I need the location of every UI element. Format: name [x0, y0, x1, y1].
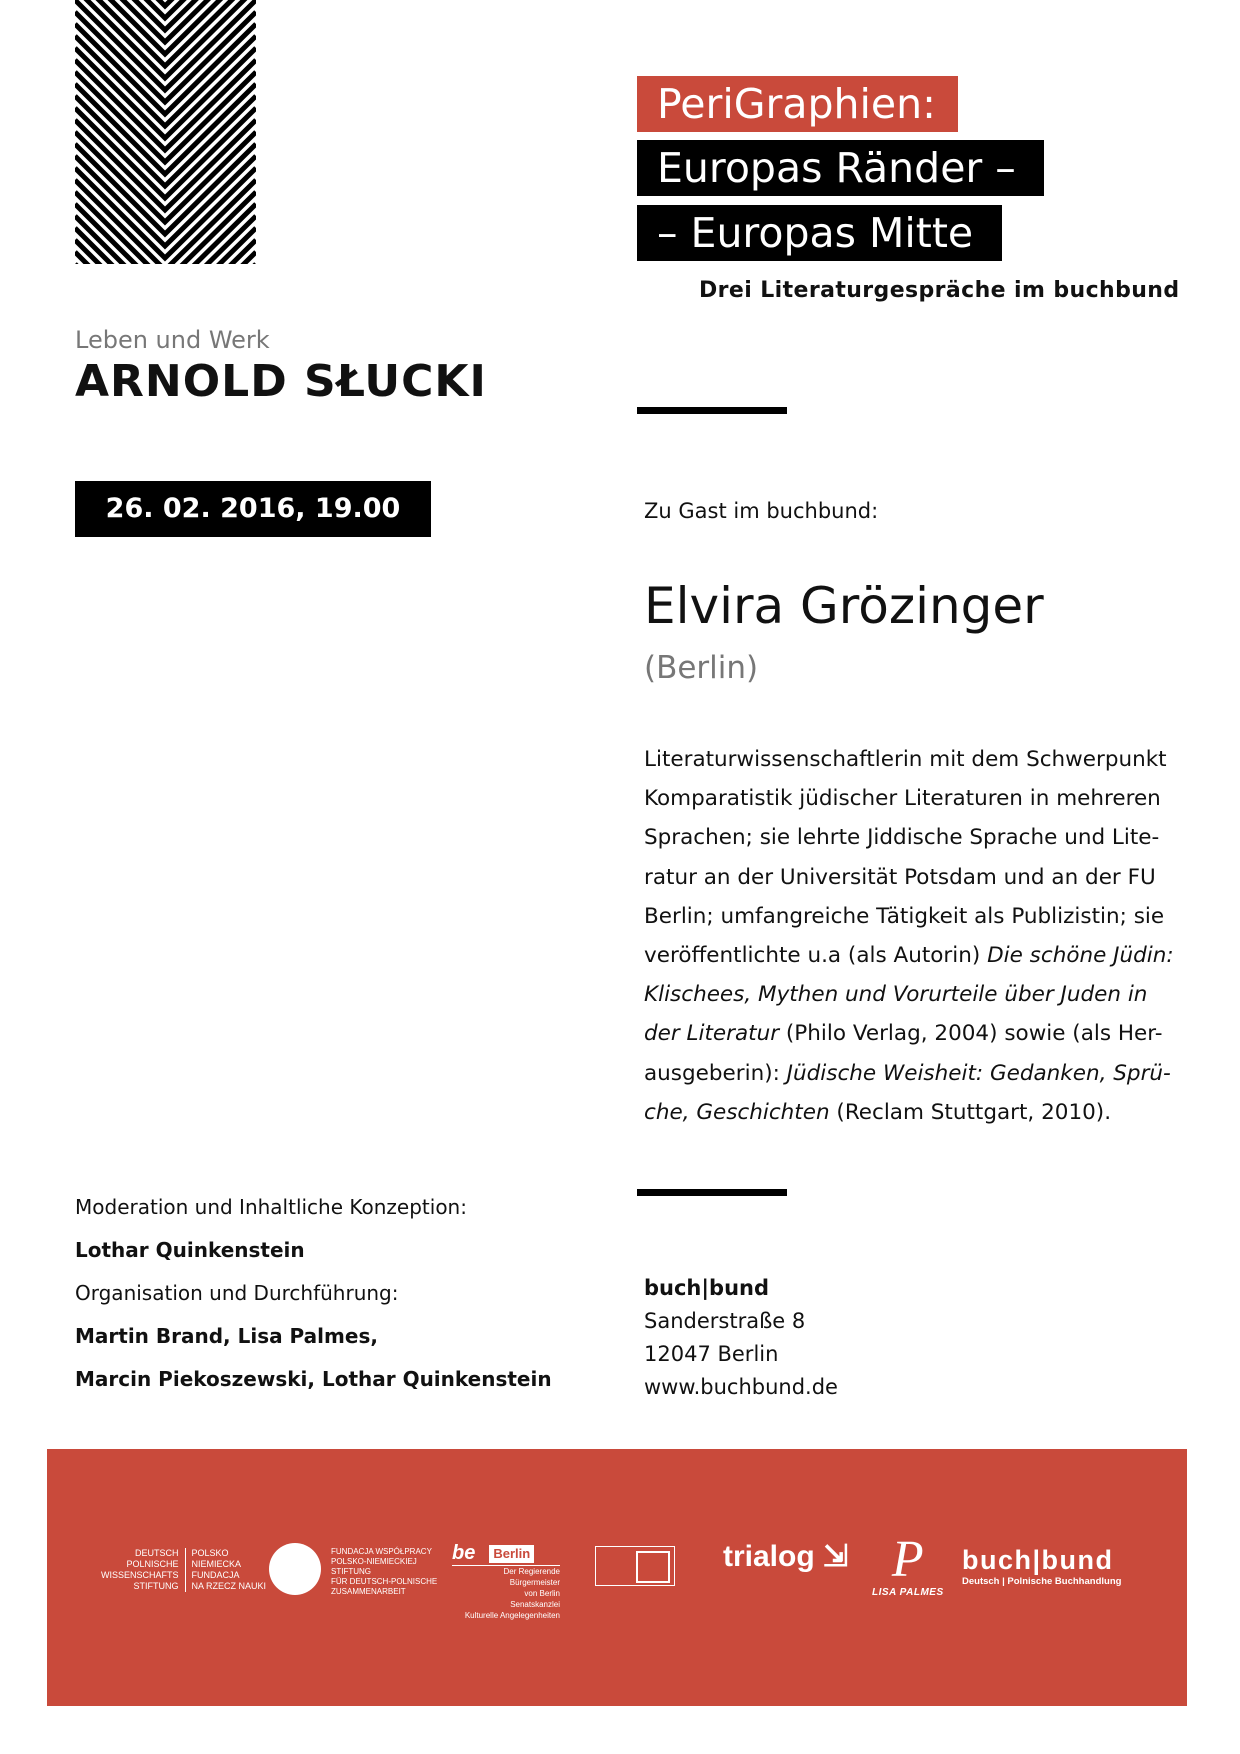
- guest-label: Zu Gast im buchbund:: [644, 499, 879, 523]
- fwpn-logo-line: POLSKO-NIEMIECKIEJ: [331, 1557, 417, 1566]
- sponsor-footer: [47, 1449, 1187, 1706]
- bio-line: Sprachen; sie lehrte Jiddische Sprache und Lite-: [644, 825, 1160, 851]
- partner-box-icon: [636, 1551, 670, 1583]
- bio-line: ratur an der Universität Potsdam und an der FU: [644, 864, 1156, 890]
- fwpn-logo-line: FÜR DEUTSCH-POLNISCHE: [331, 1577, 438, 1586]
- book-title: Die schöne Jüdin:: [987, 943, 1174, 969]
- fwpn-circle-icon: [269, 1543, 321, 1595]
- moderation-name: Lothar Quinkenstein: [75, 1238, 305, 1262]
- venue-street: Sanderstraße 8: [644, 1309, 806, 1333]
- fwpn-logo-text: [331, 1547, 437, 1597]
- bio-line: [644, 1093, 1174, 1132]
- berlin-senate-line: Senatskanzlei: [510, 1600, 560, 1609]
- moderation-label: Moderation und Inhaltliche Konzeption:: [75, 1195, 467, 1219]
- venue-name: buch|bund: [644, 1276, 770, 1300]
- berlin-senate-logo: [452, 1541, 560, 1621]
- dpws-logo-german: [101, 1548, 186, 1592]
- berlin-mark: Berlin: [489, 1545, 534, 1563]
- book-title: che, Geschichten: [644, 1099, 830, 1125]
- bio-text: veröffentlichte u.a (als Autorin): [644, 943, 988, 969]
- series-subtitle: Drei Literaturgespräche im buchbund: [699, 278, 1180, 303]
- bio-text: (Reclam Stuttgart, 2010).: [829, 1099, 1112, 1125]
- dpws-logo-line: DEUTSCH: [135, 1548, 179, 1558]
- bio-line: [644, 936, 1174, 975]
- divider-rule: [637, 1189, 787, 1196]
- bio-text: (Philo Verlag, 2004) sowie (als Her-: [779, 1021, 1163, 1047]
- fwpn-logo-line: ZUSAMMENARBEIT: [331, 1587, 406, 1596]
- fwpn-logo-line: STIFTUNG: [331, 1567, 371, 1576]
- organisation-label: Organisation und Durchführung:: [75, 1281, 399, 1305]
- bio-line: Literaturwissenschaftlerin mit dem Schwerpunkt: [644, 747, 1167, 772]
- trialog-logo: [723, 1539, 848, 1574]
- trialog-wordmark: trialog: [723, 1540, 815, 1573]
- dpws-logo-line: POLNISCHE: [126, 1559, 179, 1569]
- bio-line: [644, 975, 1174, 1014]
- topic-kicker: Leben und Werk: [75, 326, 270, 354]
- dpws-logo-line: NA RZECZ NAUKI: [191, 1581, 267, 1591]
- partner-box-logo: [595, 1546, 675, 1586]
- dpws-logo: [101, 1548, 266, 1592]
- credits: [75, 1186, 552, 1401]
- buchbund-tagline: Deutsch | Polnische Buchhandlung: [962, 1576, 1122, 1587]
- berlin-senate-line: von Berlin: [524, 1589, 560, 1598]
- dpws-logo-line: NIEMIECKA: [191, 1559, 242, 1569]
- organisation-names: Martin Brand, Lisa Palmes,: [75, 1324, 378, 1348]
- venue-address: [644, 1272, 838, 1404]
- buchbund-wordmark: buch|bund: [962, 1545, 1114, 1575]
- divider-rule: [637, 407, 787, 414]
- berlin-senate-line: Der Regierende Bürgermeister: [503, 1567, 560, 1587]
- series-title-line-2: Europas Ränder –: [637, 140, 1044, 196]
- dpws-logo-polish: [186, 1548, 267, 1592]
- bio-line: [644, 1014, 1174, 1053]
- berlin-logo-head: [452, 1541, 560, 1566]
- series-title-line-1: PeriGraphien:: [637, 76, 958, 132]
- book-title: der Literatur: [644, 1021, 780, 1047]
- bio-line: Komparatistik jüdischer Literaturen in mehreren: [644, 786, 1161, 812]
- series-title-line-3: – Europas Mitte: [637, 205, 1002, 261]
- be-mark: be: [452, 1542, 476, 1564]
- organisation-names: Marcin Piekoszewski, Lothar Quinkenstein: [75, 1367, 552, 1391]
- book-title: Jüdische Weisheit: Gedanken, Sprü-: [786, 1060, 1171, 1086]
- lisa-palmes-logo: [872, 1533, 944, 1598]
- fwpn-logo-line: FUNDACJA WSPÓŁPRACY: [331, 1547, 432, 1556]
- lisa-palmes-caption: LISA PALMES: [872, 1587, 944, 1598]
- berlin-senate-line: Kulturelle Angelegenheiten: [464, 1611, 560, 1620]
- arrows-icon: ⇲: [814, 1540, 849, 1573]
- dpws-logo-line: WISSENSCHAFTS: [101, 1570, 179, 1580]
- lisa-palmes-mark: P: [891, 1531, 924, 1588]
- event-date-badge: 26. 02. 2016, 19.00: [75, 481, 431, 537]
- buchbund-logo: [962, 1545, 1121, 1587]
- dpws-logo-line: POLSKO: [191, 1548, 229, 1558]
- venue-web-link[interactable]: www.buchbund.de: [644, 1375, 838, 1399]
- dpws-logo-line: STIFTUNG: [133, 1581, 179, 1591]
- book-title: Klischees, Mythen und Vorurteile über Juden in: [644, 982, 1148, 1008]
- bio-text: ausgeberin):: [644, 1060, 787, 1086]
- guest-bio: [644, 740, 1174, 1132]
- dpws-logo-line: FUNDACJA: [191, 1570, 240, 1580]
- berlin-senate-text: [452, 1566, 560, 1621]
- bio-line: Berlin; umfangreiche Tätigkeit als Publizistin; sie: [644, 903, 1165, 929]
- venue-city: 12047 Berlin: [644, 1342, 779, 1366]
- guest-city: (Berlin): [644, 650, 759, 686]
- chevron-pattern-graphic: [75, 0, 256, 264]
- guest-name: Elvira Grözinger: [644, 577, 1044, 635]
- bio-line: [644, 1054, 1174, 1093]
- topic-name: ARNOLD SŁUCKI: [75, 356, 487, 407]
